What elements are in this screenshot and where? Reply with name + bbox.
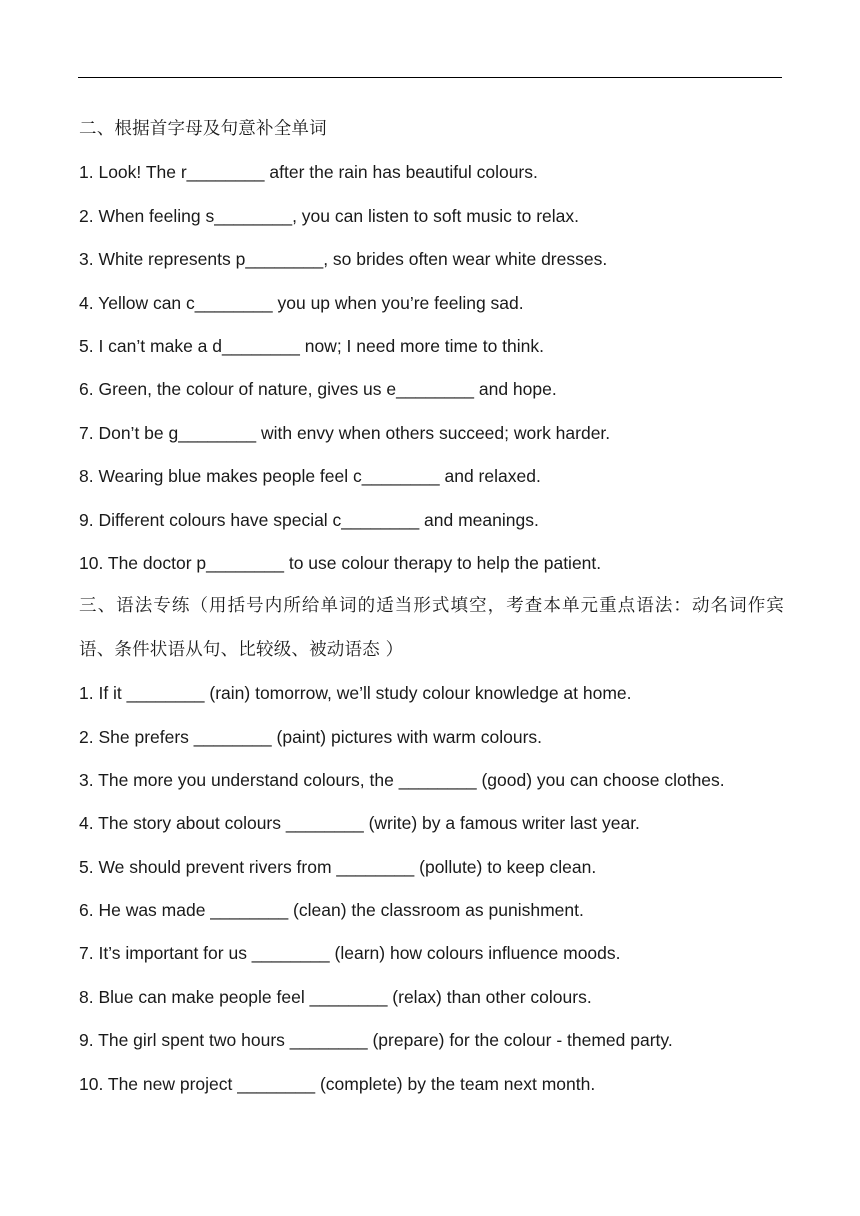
exercise-item: 10. The doctor p________ to use colour therapy to help the patient.: [79, 552, 602, 573]
exercise-item: 1. Look! The r________ after the rain has beautiful colours.: [79, 162, 538, 183]
exercise-item: 8. Wearing blue makes people feel c________ and relaxed.: [79, 466, 541, 487]
exercise-item: 6. He was made ________ (clean) the classroom as punishment.: [79, 900, 584, 921]
exercise-item: 3. The more you understand colours, the ________ (good) you can choose clothes.: [79, 769, 725, 790]
exercise-item: 9. Different colours have special c________ and meanings.: [79, 509, 539, 530]
exercise-item: 1. If it ________ (rain) tomorrow, we’ll study colour knowledge at home.: [79, 683, 632, 704]
section-3-heading: 三、语法专练（用括号内所给单词的适当形式填空，考查本单元重点语法：动名词作宾语、条件状语从句、比较级、被动语态 ）: [79, 596, 784, 660]
exercise-item: 3. White represents p________, so brides often wear white dresses.: [79, 249, 608, 270]
exercise-item: 8. Blue can make people feel ________ (relax) than other colours.: [79, 986, 592, 1007]
exercise-item: 9. The girl spent two hours ________ (prepare) for the colour - themed party.: [79, 1030, 673, 1051]
exercise-item: 5. We should prevent rivers from ________ (pollute) to keep clean.: [79, 856, 597, 877]
exercise-item: 2. She prefers ________ (paint) pictures with warm colours.: [79, 726, 543, 747]
exercise-item: 10. The new project ________ (complete) by the team next month.: [79, 1073, 596, 1094]
exercise-item: 4. The story about colours ________ (write) by a famous writer last year.: [79, 813, 640, 834]
section-3-list: [79, 672, 784, 1106]
exercise-item: 7. It’s important for us ________ (learn) how colours influence moods.: [79, 943, 621, 964]
exercise-item: 2. When feeling s________, you can listen to soft music to relax.: [79, 205, 580, 226]
exercise-item: 7. Don’t be g________ with envy when others succeed; work harder.: [79, 422, 611, 443]
worksheet-body: [79, 108, 784, 1106]
exercise-item: 4. Yellow can c________ you up when you’re feeling sad.: [79, 292, 524, 313]
exercise-item: 5. I can’t make a d________ now; I need more time to think.: [79, 335, 544, 356]
section-2-list: [79, 151, 784, 585]
section-2-heading: 二、根据首字母及句意补全单词: [79, 119, 327, 139]
header-rule: [78, 77, 782, 78]
exercise-item: 6. Green, the colour of nature, gives us e________ and hope.: [79, 379, 557, 400]
